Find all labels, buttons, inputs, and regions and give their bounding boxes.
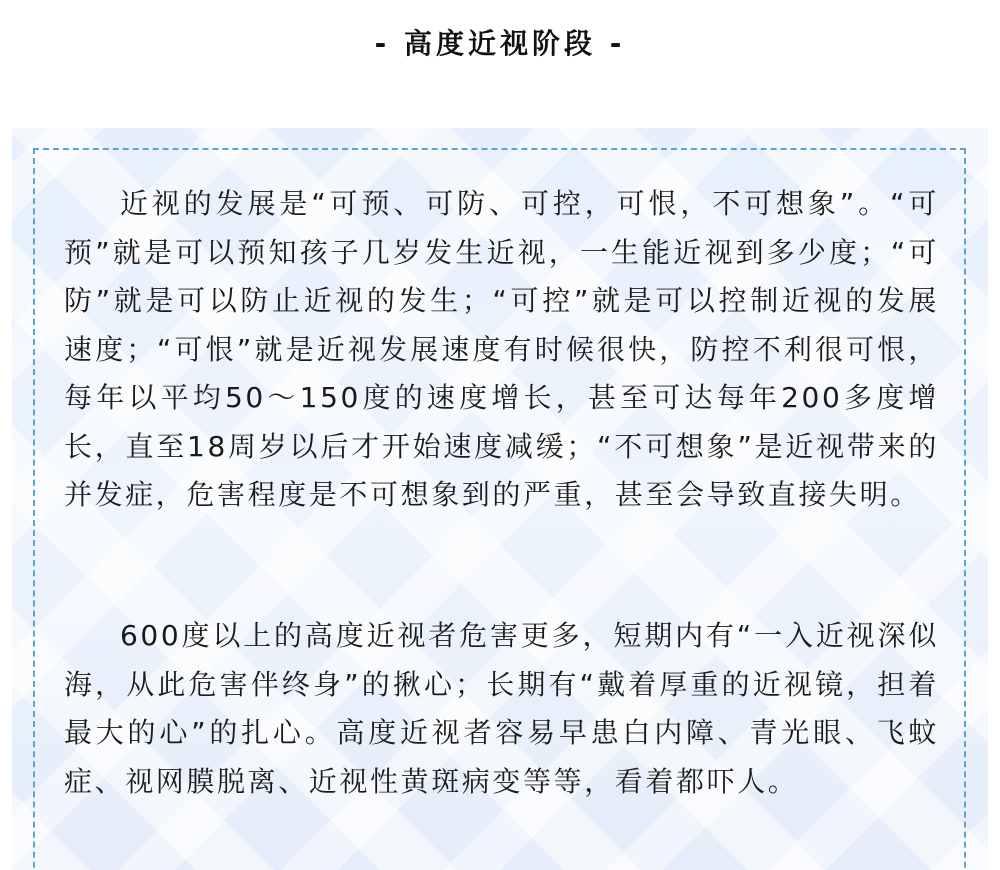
paragraph-myopia-development: 近视的发展是“可预、可防、可控，可恨，不可想象”。“可预”就是可以预知孩子几岁发生近视，一生能近视到多少度；“可防”就是可以防止近视的发生；“可控”就是可以控制近视的发展速度；“可恨”就是近视发展速度有时候很快，防控不利很可恨，每年以平均50～150度的速度增长，甚至可达每年200多度增长，直至18周岁以后才开始速度减缓；“不可想象”是近视带来的并发症，危害程度是不可想象到的严重，甚至会导致直接失明。 [64,187,939,511]
content-panel [12,128,988,870]
paragraph-high-myopia-risks: 600度以上的高度近视者危害更多，短期内有“一入近视深似海，从此危害伴终身”的揪心；长期有“戴着厚重的近视镜，担着最大的心”的扎心。高度近视者容易早患白内障、青光眼、飞蚊症、视网膜脱离、近视性黄斑病变等等，看着都吓人。 [64,619,939,798]
section-title: - 高度近视阶段 - [374,27,626,60]
